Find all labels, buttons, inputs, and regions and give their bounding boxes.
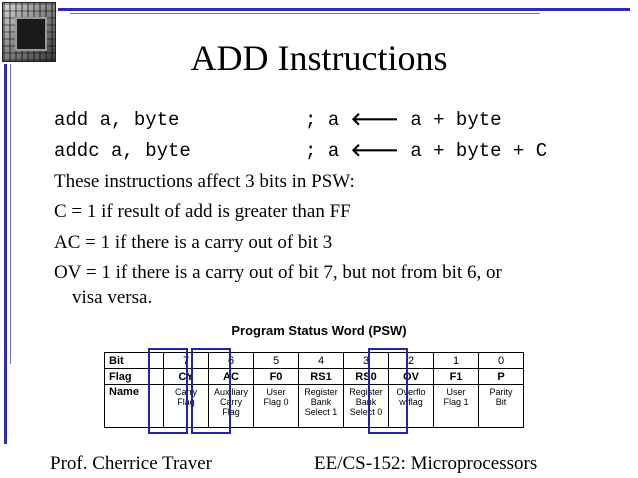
row-label: Bit bbox=[105, 353, 164, 369]
name-cell: Register Bank Select 1 bbox=[299, 385, 344, 428]
name-cell: User Flag 0 bbox=[254, 385, 299, 428]
bit-cell: 5 bbox=[254, 353, 299, 369]
name-cell: Overflo w flag bbox=[389, 385, 434, 428]
name-cell: User Flag 1 bbox=[434, 385, 479, 428]
code-comment-1 bbox=[305, 108, 502, 132]
body-line-5: visa versa. bbox=[72, 287, 153, 308]
psw-table-title bbox=[0, 323, 638, 338]
bit-cell: 6 bbox=[209, 353, 254, 369]
flag-cell: F0 bbox=[254, 369, 299, 385]
footer-course: EE/CS-152: Microprocessors bbox=[314, 453, 538, 474]
footer-author: Prof. Cherrice Traver bbox=[50, 453, 212, 474]
highlight-box-cy bbox=[148, 348, 188, 434]
left-arrow-icon: 🡐 bbox=[350, 140, 399, 161]
left-arrow-icon: 🡐 bbox=[350, 109, 399, 130]
code-comment-2 bbox=[305, 139, 547, 163]
frame-left-line-thin bbox=[10, 64, 11, 364]
bit-cell: 1 bbox=[434, 353, 479, 369]
slide-title: ADD Instructions bbox=[190, 38, 448, 78]
comment-expression: a + byte bbox=[410, 109, 502, 131]
row-label: Flag bbox=[105, 369, 164, 385]
flag-cell: F1 bbox=[434, 369, 479, 385]
comment-marker: ; bbox=[305, 140, 317, 162]
name-cell: Carry Flag bbox=[164, 385, 209, 428]
comment-marker: ; bbox=[305, 109, 317, 131]
highlight-box-ac bbox=[191, 348, 231, 434]
flag-cell: OV bbox=[389, 369, 434, 385]
row-label: Name bbox=[105, 385, 164, 428]
frame-top-line-thin bbox=[70, 13, 540, 14]
name-cell: Parity Bit bbox=[479, 385, 524, 428]
flag-cell: AC bbox=[209, 369, 254, 385]
highlight-box-ov bbox=[368, 348, 408, 434]
flag-cell: RS0 bbox=[344, 369, 389, 385]
body-line-3: AC = 1 if there is a carry out of bit 3 bbox=[54, 232, 333, 253]
psw-title-text: Program Status Word (PSW) bbox=[231, 323, 407, 338]
comment-target: a bbox=[327, 109, 340, 131]
code-instr-2: addc a, byte bbox=[54, 140, 191, 162]
frame-top-line bbox=[58, 8, 630, 11]
bit-cell: 3 bbox=[344, 353, 389, 369]
name-cell: Register Bank Select 0 bbox=[344, 385, 389, 428]
frame-left-line bbox=[4, 64, 7, 444]
bit-cell: 7 bbox=[164, 353, 209, 369]
flag-cell: CY bbox=[164, 369, 209, 385]
code-instr-1: add a, byte bbox=[54, 109, 180, 131]
bit-cell: 4 bbox=[299, 353, 344, 369]
bit-cell: 2 bbox=[389, 353, 434, 369]
body-line-2: C = 1 if result of add is greater than FF bbox=[54, 201, 351, 222]
flag-cell: P bbox=[479, 369, 524, 385]
bit-cell: 0 bbox=[479, 353, 524, 369]
comment-target: a bbox=[327, 140, 340, 162]
body-line-1: These instructions affect 3 bits in PSW: bbox=[54, 171, 355, 192]
flag-cell: RS1 bbox=[299, 369, 344, 385]
name-cell: Auxiliary Carry Flag bbox=[209, 385, 254, 428]
comment-expression: a + byte + C bbox=[410, 140, 548, 162]
body-line-4: OV = 1 if there is a carry out of bit 7, but not from bit 6, or bbox=[54, 262, 502, 283]
